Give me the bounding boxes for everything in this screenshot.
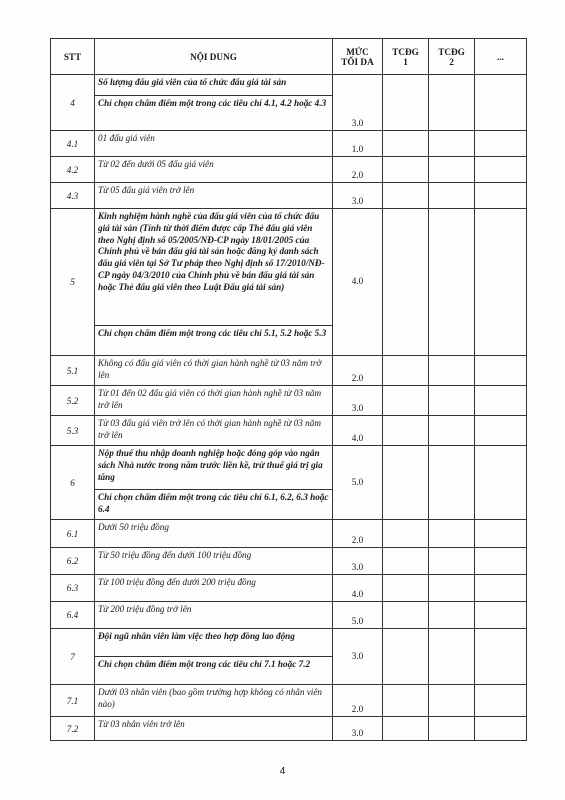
score-cell-tcdg2[interactable] bbox=[429, 548, 475, 575]
score-cell-more[interactable] bbox=[475, 157, 527, 183]
score-cell-tcdg2[interactable] bbox=[429, 75, 475, 131]
table-row bbox=[51, 548, 527, 575]
max-score: 4.0 bbox=[333, 416, 383, 446]
score-cell-more[interactable] bbox=[475, 602, 527, 629]
score-cell-more[interactable] bbox=[475, 356, 527, 386]
table-row bbox=[51, 183, 527, 209]
score-cell-tcdg1[interactable] bbox=[383, 356, 429, 386]
header-tcdg1-line1: TCĐG bbox=[392, 46, 419, 57]
table-row bbox=[51, 446, 527, 490]
max-score: 4.0 bbox=[333, 209, 383, 356]
header-max bbox=[333, 39, 383, 75]
max-score: 4.0 bbox=[333, 575, 383, 602]
score-cell-tcdg2[interactable] bbox=[429, 685, 475, 717]
max-score: 3.0 bbox=[333, 717, 383, 741]
row-stt: 6.1 bbox=[51, 520, 95, 548]
criterion-title: Đội ngũ nhân viên làm việc theo hợp đồng lao động bbox=[95, 629, 333, 657]
table-row bbox=[51, 575, 527, 602]
score-cell-tcdg1[interactable] bbox=[383, 386, 429, 416]
criterion-note: Chỉ chọn chấm điểm một trong các tiêu chí 6.1, 6.2, 6.3 hoặc 6.4 bbox=[95, 490, 333, 520]
criterion-title: Kinh nghiệm hành nghề của đấu giá viên của tổ chức đấu giá tài sản (Tính từ thời điểm được cấp Thẻ đấu giá viên theo Nghị định số 05/2005/NĐ-CP ngày 18/01/2005 của Chính phủ về bán đấu giá tài sản hoặc đăng ký danh sách đấu giá viên tại Sở Tư pháp theo Nghị định số 17/2010/NĐ-CP ngày 04/3/2010 của Chính phủ về bán đấu giá tài sản hoặc Thẻ đấu giá viên theo Luật Đấu giá tài sản) bbox=[95, 209, 333, 326]
sub-criterion: Dưới 03 nhân viên (bao gồm trường hợp không có nhân viên nào) bbox=[95, 685, 333, 717]
score-cell-tcdg1[interactable] bbox=[383, 520, 429, 548]
row-stt: 5.2 bbox=[51, 386, 95, 416]
header-content: NỘI DUNG bbox=[95, 39, 333, 75]
score-cell-tcdg2[interactable] bbox=[429, 520, 475, 548]
max-score: 3.0 bbox=[333, 548, 383, 575]
row-stt: 5 bbox=[51, 209, 95, 356]
score-cell-more[interactable] bbox=[475, 717, 527, 741]
table-row bbox=[51, 75, 527, 96]
row-stt: 6.3 bbox=[51, 575, 95, 602]
row-stt: 6 bbox=[51, 446, 95, 520]
max-score: 2.0 bbox=[333, 685, 383, 717]
score-cell-tcdg1[interactable] bbox=[383, 131, 429, 157]
score-cell-tcdg1[interactable] bbox=[383, 602, 429, 629]
page-number: 4 bbox=[279, 766, 286, 777]
header-more: ... bbox=[475, 39, 527, 75]
max-score: 3.0 bbox=[333, 183, 383, 209]
score-cell-more[interactable] bbox=[475, 548, 527, 575]
row-stt: 6.4 bbox=[51, 602, 95, 629]
sub-criterion: Từ 03 nhân viên trở lên bbox=[95, 717, 333, 741]
criterion-note: Chỉ chọn chấm điểm một trong các tiêu chí 4.1, 4.2 hoặc 4.3 bbox=[95, 96, 333, 131]
criterion-title: Số lượng đấu giá viên của tổ chức đấu giá tài sản bbox=[95, 75, 333, 96]
header-tcdg1 bbox=[383, 39, 429, 75]
row-stt: 4.3 bbox=[51, 183, 95, 209]
score-cell-more[interactable] bbox=[475, 629, 527, 685]
score-cell-tcdg2[interactable] bbox=[429, 446, 475, 520]
max-score: 2.0 bbox=[333, 520, 383, 548]
score-cell-tcdg1[interactable] bbox=[383, 575, 429, 602]
score-cell-tcdg2[interactable] bbox=[429, 183, 475, 209]
table-row bbox=[51, 131, 527, 157]
sub-criterion: Không có đấu giá viên có thời gian hành nghề từ 03 năm trở lên bbox=[95, 356, 333, 386]
score-cell-tcdg1[interactable] bbox=[383, 416, 429, 446]
max-score: 2.0 bbox=[333, 356, 383, 386]
score-cell-more[interactable] bbox=[475, 575, 527, 602]
score-cell-more[interactable] bbox=[475, 386, 527, 416]
max-score: 3.0 bbox=[333, 386, 383, 416]
table-row bbox=[51, 356, 527, 386]
score-cell-tcdg2[interactable] bbox=[429, 209, 475, 356]
row-stt: 5.1 bbox=[51, 356, 95, 386]
score-cell-tcdg1[interactable] bbox=[383, 75, 429, 131]
sub-criterion: Từ 01 đến 02 đấu giá viên có thời gian hành nghề từ 03 năm trở lên bbox=[95, 386, 333, 416]
criterion-note: Chỉ chọn chấm điểm một trong các tiêu chí 7.1 hoặc 7.2 bbox=[95, 657, 333, 685]
criterion-note: Chỉ chọn chấm điểm một trong các tiêu chí 5.1, 5.2 hoặc 5.3 bbox=[95, 326, 333, 356]
sub-criterion: 01 đấu giá viên bbox=[95, 131, 333, 157]
score-cell-tcdg2[interactable] bbox=[429, 717, 475, 741]
row-stt: 5.3 bbox=[51, 416, 95, 446]
score-cell-more[interactable] bbox=[475, 520, 527, 548]
score-cell-tcdg2[interactable] bbox=[429, 386, 475, 416]
score-cell-tcdg1[interactable] bbox=[383, 548, 429, 575]
score-cell-tcdg2[interactable] bbox=[429, 575, 475, 602]
max-score: 5.0 bbox=[333, 446, 383, 520]
row-stt: 4 bbox=[51, 75, 95, 131]
row-stt: 4.2 bbox=[51, 157, 95, 183]
score-cell-tcdg2[interactable] bbox=[429, 356, 475, 386]
sub-criterion: Từ 200 triệu đồng trở lên bbox=[95, 602, 333, 629]
max-score: 1.0 bbox=[333, 131, 383, 157]
table-row bbox=[51, 685, 527, 717]
table-row bbox=[51, 520, 527, 548]
score-cell-tcdg2[interactable] bbox=[429, 602, 475, 629]
table-row bbox=[51, 717, 527, 741]
sub-criterion: Dưới 50 triệu đồng bbox=[95, 520, 333, 548]
max-score: 3.0 bbox=[333, 629, 383, 685]
header-row bbox=[51, 39, 527, 75]
criterion-title: Nộp thuế thu nhập doanh nghiệp hoặc đóng góp vào ngân sách Nhà nước trong năm trước liền kề, trừ thuế giá trị gia tăng bbox=[95, 446, 333, 490]
score-cell-tcdg2[interactable] bbox=[429, 416, 475, 446]
score-cell-tcdg1[interactable] bbox=[383, 209, 429, 356]
score-cell-more[interactable] bbox=[475, 685, 527, 717]
max-score: 2.0 bbox=[333, 157, 383, 183]
score-cell-more[interactable] bbox=[475, 446, 527, 520]
sub-criterion: Từ 02 đến dưới 05 đấu giá viên bbox=[95, 157, 333, 183]
score-cell-tcdg2[interactable] bbox=[429, 629, 475, 685]
row-stt: 4.1 bbox=[51, 131, 95, 157]
table-row bbox=[51, 157, 527, 183]
header-tcdg2-line1: TCĐG bbox=[438, 46, 465, 57]
max-score: 3.0 bbox=[333, 75, 383, 131]
table-row bbox=[51, 386, 527, 416]
score-cell-tcdg1[interactable] bbox=[383, 183, 429, 209]
score-cell-more[interactable] bbox=[475, 131, 527, 157]
row-stt: 6.2 bbox=[51, 548, 95, 575]
score-cell-tcdg1[interactable] bbox=[383, 446, 429, 520]
sub-criterion: Từ 100 triệu đồng đến dưới 200 triệu đồng bbox=[95, 575, 333, 602]
score-cell-more[interactable] bbox=[475, 183, 527, 209]
score-cell-tcdg1[interactable] bbox=[383, 157, 429, 183]
header-stt: STT bbox=[51, 39, 95, 75]
max-score: 5.0 bbox=[333, 602, 383, 629]
scoring-table bbox=[50, 38, 527, 741]
score-cell-tcdg2[interactable] bbox=[429, 131, 475, 157]
score-cell-more[interactable] bbox=[475, 75, 527, 131]
row-stt: 7 bbox=[51, 629, 95, 685]
score-cell-tcdg2[interactable] bbox=[429, 157, 475, 183]
table-row bbox=[51, 602, 527, 629]
table-row bbox=[51, 629, 527, 657]
header-max-line1: MỨC bbox=[346, 46, 369, 57]
score-cell-more[interactable] bbox=[475, 416, 527, 446]
score-cell-tcdg1[interactable] bbox=[383, 685, 429, 717]
row-stt: 7.1 bbox=[51, 685, 95, 717]
score-cell-tcdg1[interactable] bbox=[383, 717, 429, 741]
score-cell-more[interactable] bbox=[475, 209, 527, 356]
sub-criterion: Từ 05 đấu giá viên trở lên bbox=[95, 183, 333, 209]
row-stt: 7.2 bbox=[51, 717, 95, 741]
header-tcdg2-line2: 2 bbox=[449, 56, 454, 67]
header-tcdg2 bbox=[429, 39, 475, 75]
table-row bbox=[51, 416, 527, 446]
sub-criterion: Từ 03 đấu giá viên trở lên có thời gian hành nghề từ 03 năm trở lên bbox=[95, 416, 333, 446]
header-tcdg1-line2: 1 bbox=[403, 56, 408, 67]
score-cell-tcdg1[interactable] bbox=[383, 629, 429, 685]
table-row bbox=[51, 209, 527, 326]
header-max-line2: TỐI DA bbox=[341, 56, 374, 67]
sub-criterion: Từ 50 triệu đồng đến dưới 100 triệu đồng bbox=[95, 548, 333, 575]
